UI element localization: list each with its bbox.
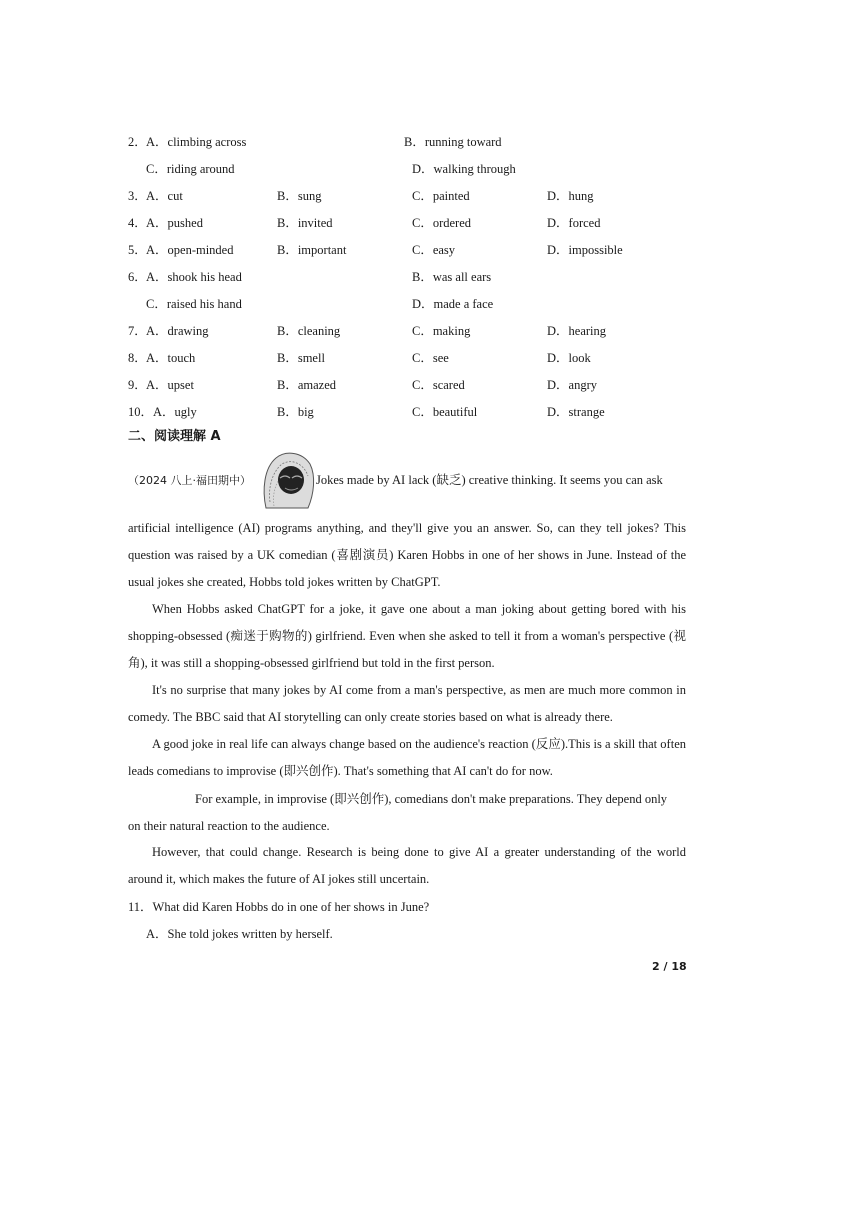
q5-option-c: C．easy <box>412 243 456 257</box>
passage-paragraph-5-line-1: For example, in improvise (即兴创作), comedians don't make preparations. They depend only <box>195 792 668 806</box>
question-11: 11．What did Karen Hobbs do in one of her shows in June? <box>128 900 430 914</box>
hooded-figure-image <box>258 450 316 510</box>
q3-option-b: B．sung <box>277 189 322 203</box>
q4-option-c: C．ordered <box>412 216 472 230</box>
q2-option-a: A．climbing across <box>146 135 247 149</box>
q2-number: 2． <box>128 135 147 149</box>
q3-option-c: C．painted <box>412 189 470 203</box>
q5-option-a: A．open-minded <box>146 243 234 257</box>
section-title: 二、阅读理解 A <box>128 429 221 444</box>
q7-option-a: A．drawing <box>146 324 209 338</box>
passage-first-line: Jokes made by AI lack (缺乏) creative thinking. It seems you can ask <box>316 473 663 487</box>
q6-option-c: C．raised his hand <box>146 297 242 311</box>
passage-paragraph-3: It's no surprise that many jokes by AI come from a man's perspective, as men are much more common in comedy. The BBC said that AI storytelling can only create stories based on what is already there. <box>128 683 686 724</box>
q7-option-c: C．making <box>412 324 471 338</box>
q9-number: 9． <box>128 378 147 392</box>
q8-option-a: A．touch <box>146 351 196 365</box>
q9-option-b: B．amazed <box>277 378 337 392</box>
q6-option-a: A．shook his head <box>146 270 242 284</box>
q6-option-b: B．was all ears <box>412 270 492 284</box>
q5-number: 5． <box>128 243 147 257</box>
q2-option-b: B．running toward <box>404 135 502 149</box>
q4-number: 4． <box>128 216 147 230</box>
q7-option-d: D．hearing <box>547 324 607 338</box>
q11-option-a: A．She told jokes written by herself. <box>146 927 333 941</box>
q6-option-d: D．made a face <box>412 297 494 311</box>
q10-option-c: C．beautiful <box>412 405 478 419</box>
q8-option-d: D．look <box>547 351 591 365</box>
q2-option-c: C．riding around <box>146 162 235 176</box>
q4-option-a: A．pushed <box>146 216 203 230</box>
page-number: 2 / 18 <box>652 960 687 973</box>
passage-paragraph-4: A good joke in real life can always change based on the audience's reaction (反应).This is a skill that often leads comedians to improvise (即兴创作). That's something that AI can't do for now. <box>128 737 686 778</box>
q9-option-a: A．upset <box>146 378 194 392</box>
q10-option-a: A．ugly <box>153 405 197 419</box>
q7-number: 7． <box>128 324 147 338</box>
q5-option-b: B．important <box>277 243 347 257</box>
passage-paragraph-6: However, that could change. Research is being done to give AI a greater understanding of the world around it, which makes the future of AI jokes still uncertain. <box>128 845 686 886</box>
q9-option-c: C．scared <box>412 378 465 392</box>
q10-number: 10． <box>128 405 154 419</box>
passage-paragraph-5-line-2: on their natural reaction to the audience. <box>128 819 330 833</box>
q8-option-c: C．see <box>412 351 449 365</box>
q9-option-d: D．angry <box>547 378 597 392</box>
q4-option-b: B．invited <box>277 216 333 230</box>
q5-option-d: D．impossible <box>547 243 623 257</box>
q10-option-b: B．big <box>277 405 314 419</box>
q3-option-a: A．cut <box>146 189 183 203</box>
q3-option-d: D．hung <box>547 189 594 203</box>
q7-option-b: B．cleaning <box>277 324 341 338</box>
q10-option-d: D．strange <box>547 405 605 419</box>
q6-number: 6． <box>128 270 147 284</box>
q8-option-b: B．smell <box>277 351 325 365</box>
passage-paragraph-2: When Hobbs asked ChatGPT for a joke, it gave one about a man joking about getting bored with his shopping-obsessed (痴迷于购物的) girlfriend. Even when she asked to tell it from a woman's perspective (视角), it was still a shopping-obsessed girlfriend but told in the first person. <box>128 602 686 670</box>
q3-number: 3． <box>128 189 147 203</box>
source-tag: （2024 八上·福田期中） <box>128 474 251 487</box>
q8-number: 8． <box>128 351 147 365</box>
q2-option-d: D．walking through <box>412 162 516 176</box>
passage-paragraph-1: artificial intelligence (AI) programs anything, and they'll give you an answer. So, can they tell jokes? This question was raised by a UK comedian (喜剧演员) Karen Hobbs in one of her shows in June. Instead of the usual jokes she created, Hobbs told jokes written by ChatGPT. <box>128 521 686 589</box>
q4-option-d: D．forced <box>547 216 601 230</box>
